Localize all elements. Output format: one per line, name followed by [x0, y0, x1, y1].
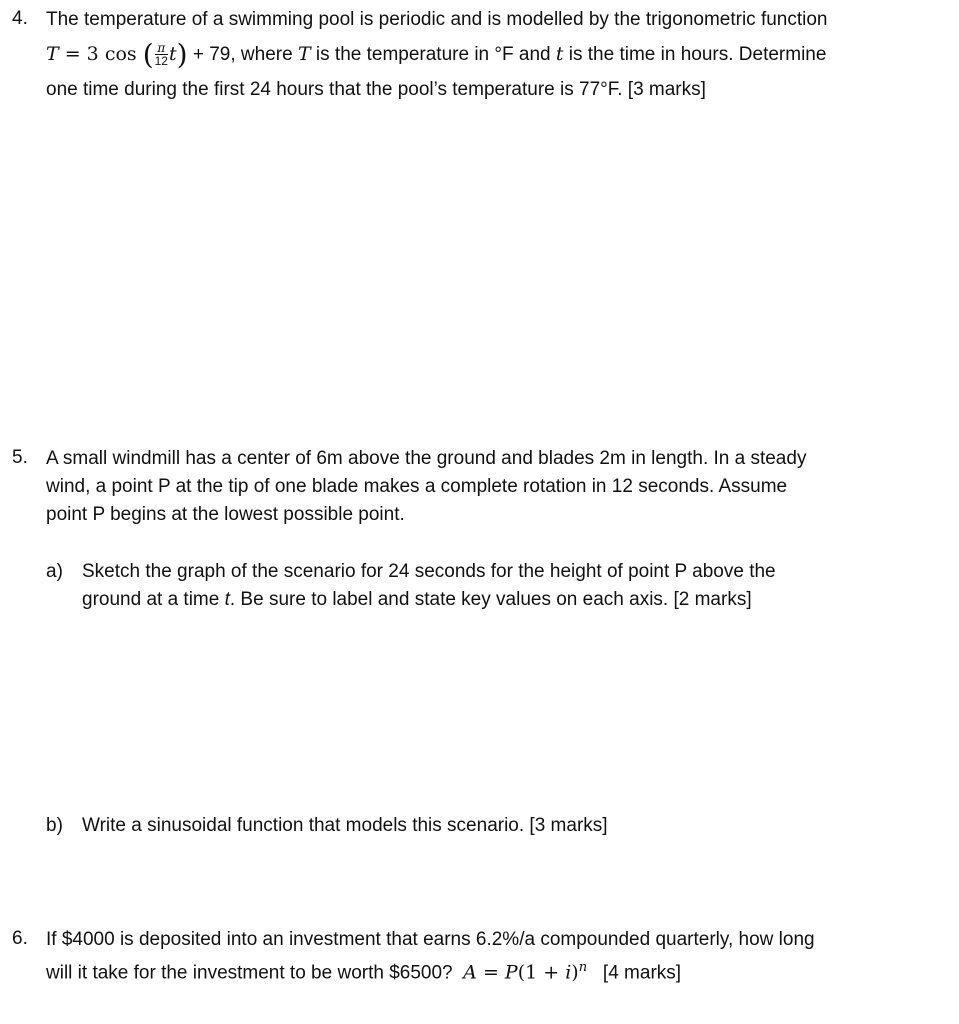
equation-variable-t: t: [168, 43, 177, 65]
subquestion-a-text: Sketch the graph of the scenario for 24 seconds for the height of point P above the: [82, 561, 776, 582]
subquestion-label-b: b): [46, 815, 63, 836]
question-text-line: point P begins at the lowest possible point.: [46, 504, 405, 525]
question-text-line: A small windmill has a center of 6m above the ground and blades 2m in length. In a steady: [46, 448, 807, 469]
question-number: 6.: [12, 928, 28, 949]
subquestion-label-a: a): [46, 561, 63, 582]
question-number: 5.: [12, 447, 28, 468]
formula-paren: (1 +: [517, 961, 566, 984]
subquestion-b-text: Write a sinusoidal function that models this scenario. [3 marks]: [82, 815, 608, 836]
question-text-line: [46, 956, 681, 985]
formula-equals: =: [476, 961, 505, 984]
marks: [4 marks]: [602, 962, 682, 984]
question-text-line: If $4000 is deposited into an investment that earns 6.2%/a compounded quarterly, how long: [46, 929, 815, 950]
fraction-numerator: π: [155, 42, 168, 55]
question-text-line: The temperature of a swimming pool is periodic and is modelled by the trigonometric function: [46, 9, 828, 30]
text: ground at a time: [82, 589, 225, 610]
variable-T: T: [297, 43, 311, 65]
question-text-line: one time during the first 24 hours that the pool’s temperature is 77°F. [3 marks]: [46, 79, 706, 100]
formula-P: P: [504, 961, 518, 984]
equation-cos: = 3 cos: [58, 43, 143, 65]
text: is the temperature in °F and: [310, 44, 556, 65]
equation-rest: + 79,: [187, 44, 236, 65]
equation-line: [46, 37, 827, 71]
text: will it take for the investment to be worth $6500?: [46, 962, 453, 984]
close-paren: ): [176, 37, 188, 71]
formula-A: A: [463, 961, 477, 984]
formula-exponent-n: n: [578, 960, 588, 975]
text: where: [235, 44, 298, 65]
variable-t: t: [224, 589, 230, 610]
open-paren: (: [142, 37, 154, 71]
question-text-line: wind, a point P at the tip of one blade makes a complete rotation in 12 seconds. Assume: [46, 476, 788, 497]
subquestion-a-text: [82, 588, 752, 612]
variable-t: t: [555, 43, 564, 65]
fraction-denominator: 12: [154, 54, 168, 69]
formula-close: ): [571, 961, 579, 984]
question-number: 4.: [12, 8, 28, 29]
fraction: [155, 42, 168, 67]
formula-i: i: [565, 961, 572, 984]
text: is the time in hours. Determine: [563, 44, 827, 65]
equation-lhs: T: [46, 43, 59, 65]
text: . Be sure to label and state key values on each axis. [2 marks]: [229, 589, 752, 610]
